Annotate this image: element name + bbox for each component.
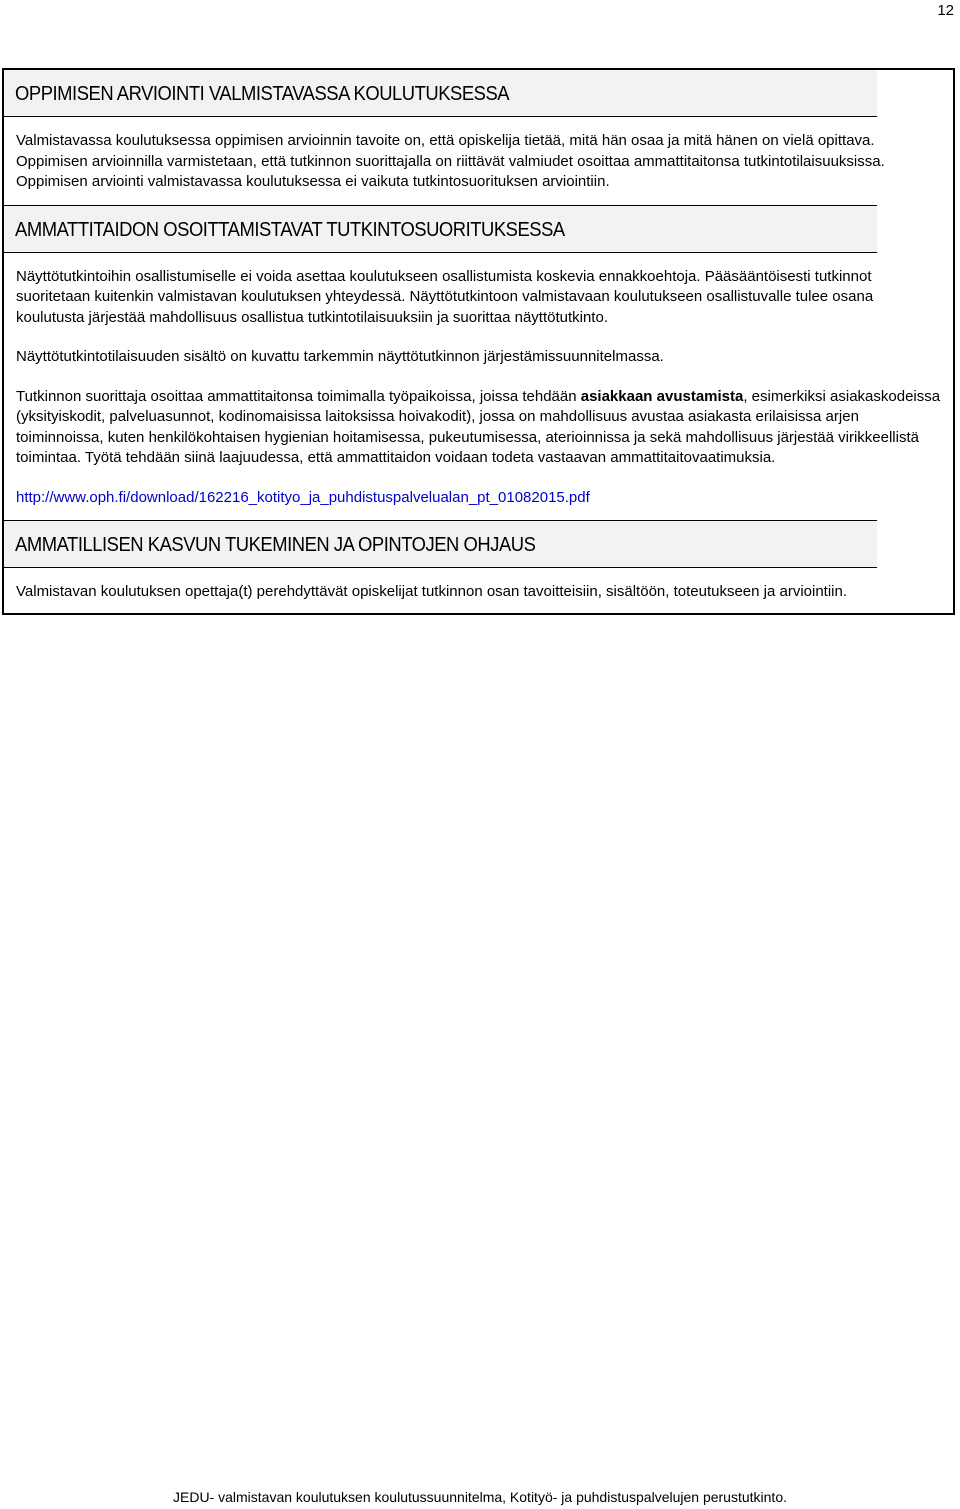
text-segment: Tutkinnon suorittaja osoittaa ammattitaitonsa toimimalla työpaikoissa, joissa tehdään [16, 387, 581, 405]
section-title-guidance: AMMATILLISEN KASVUN TUKEMINEN JA OPINTOJEN OHJAUS [4, 520, 877, 568]
oph-link[interactable]: http://www.oph.fi/download/162216_kotityo_ja_puhdistuspalvelualan_pt_01082015.pdf [16, 488, 590, 506]
paragraph: Valmistavan koulutuksen opettaja(t) perehdyttävät opiskelijat tutkinnon osan tavoitteisiin, sisältöön, toteutukseen ja arviointiin. [16, 583, 848, 600]
paragraph: Näyttötutkintotilaisuuden sisältö on kuvattu tarkemmin näyttötutkinnon järjestämissuunnitelmassa. [16, 348, 664, 365]
section-body-demonstration [4, 253, 953, 521]
text-segment: , esimerkiksi asiakaskodeissa (yksityiskodit, palveluasunnot, kodinomaisissa laitoksissa hoivakodit), jossa on mahdollisuus avustaa asiakasta erilaisissa arjen toiminnoissa, kuten henkilökohtaisen hygienian hoitamisessa, pukeutumisessa, aterioinnissa ja sekä mahdollisuus järjestää virikkeellistä toimintaa. Työtä tehdään siinä laajuudessa, että ammattitaidon voidaan todeta vastaavan ammattitaitovaatimuksia. [16, 387, 941, 466]
footer-text: JEDU- valmistavan koulutuksen koulutussuunnitelma, Kotityö- ja puhdistuspalvelujen perustutkinto. [173, 1489, 787, 1505]
document-box [2, 68, 955, 615]
paragraph: Näyttötutkintoihin osallistumiselle ei voida asettaa koulutukseen osallistumista koskevia ennakkoehtoja. Pääsääntöisesti tutkinnot suoritetaan kuitenkin valmistavan koulutuksen yhteydessä. Näyttötutkintoon valmistavaan koulutukseen osallistuvalle tulee osana koulutusta järjestää mahdollisuus osallistua tutkintotilaisuuksiin ja suorittaa näyttötutkinto. [16, 267, 874, 326]
section-title-assessment: OPPIMISEN ARVIOINTI VALMISTAVASSA KOULUTUKSESSA [4, 70, 877, 117]
page-footer [0, 1488, 960, 1506]
section-body-assessment [4, 117, 953, 205]
page-number: 12 [937, 2, 954, 19]
section-body-guidance [4, 568, 953, 613]
paragraph: Valmistavassa koulutuksessa oppimisen arvioinnin tavoite on, että opiskelija tietää, mitä hän osaa ja mitä hänen on vielä opittava. Oppimisen arvioinnilla varmistetaan, että tutkinnon suorittajalla on riittävät valmiudet osoittaa ammattitaitonsa tutkintotilaisuuksissa. Oppimisen arviointi valmistavassa koulutuksessa ei vaikuta tutkintosuorituksen arviointiin. [16, 132, 885, 190]
bold-text: asiakkaan avustamista [580, 387, 744, 405]
paragraph-rich [16, 387, 941, 469]
section-title-demonstration: AMMATTITAIDON OSOITTAMISTAVAT TUTKINTOSUORITUKSESSA [4, 205, 877, 253]
